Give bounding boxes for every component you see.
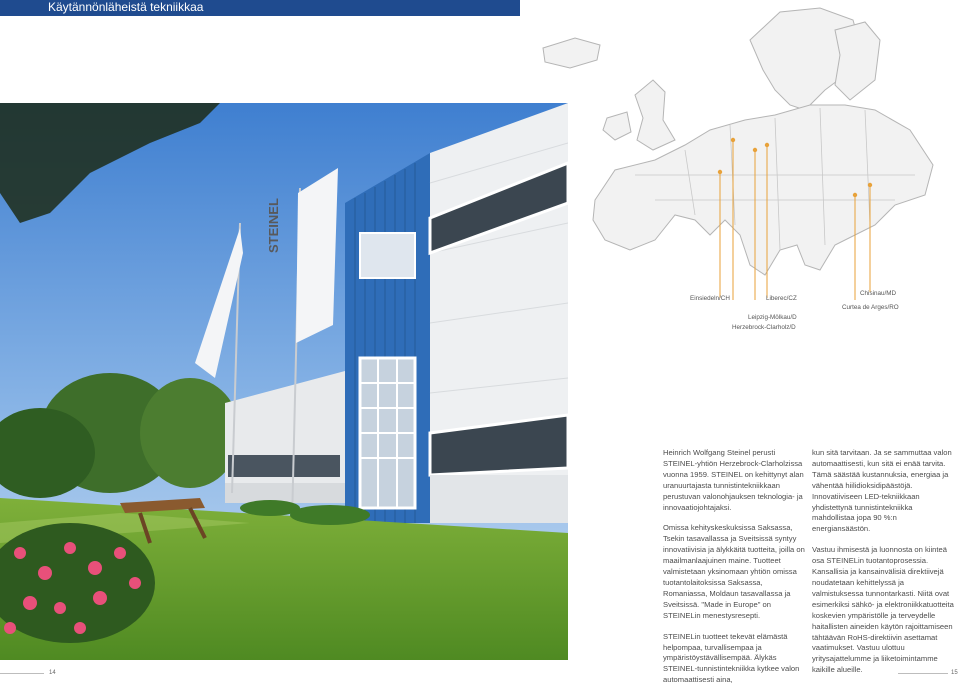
folio-rule-left <box>0 673 44 674</box>
map-label-liberec: Liberec/CZ <box>766 295 797 302</box>
text-column-2 <box>812 448 954 686</box>
flag-logo: STEINEL <box>266 198 281 253</box>
text-column-1 <box>663 448 805 696</box>
page-number-left: 14 <box>49 670 56 676</box>
paragraph: Omissa kehityskeskuksissa Saksassa, Tsekin tasavallassa ja Sveitsissä syntyy innovatiivisia ja älykkäitä tuotteita, joilla on maailmanlaajuinen maine. Tuotteet valmistetaan yksinomaan yhtiön omissa tuotantolaitoksissa Saksassa, Romaniassa, Moldaun tasavallassa ja Sveitsissä. "Made in Europe" on STEINELin menestysresepti. <box>663 523 805 620</box>
europe-map-graphic <box>535 0 960 300</box>
paragraph: Vastuu ihmisestä ja luonnosta on kiinteä osa STEINELin tuotantoprosessia. Kansallisia ja kansainvälisiä direktiivejä noudatetaan kehittelyssä ja valmistuksessa tunnontarkasti. Niitä ovat esimerkiksi sähkö- ja elektroniikkatuotteita koskevien ympäristölle ja terveydelle haitallisten aineiden käytön rajoittamiseen tähtäävän RoHS-direktiivin asettamat vaatimukset. Vastuu ulottuu yritysajattelumme ja liiketoimintamme kaikille alueille. <box>812 545 954 675</box>
building-illustration <box>0 103 568 660</box>
page-number-right: 15 <box>951 670 958 676</box>
building-photo <box>0 103 568 660</box>
europe-map <box>535 0 960 300</box>
map-label-chisinau: Chisinau/MD <box>860 290 897 297</box>
paragraph: kun sitä tarvitaan. Ja se sammuttaa valon automaattisesti, kun sitä ei enää tarvita. Tämä säästää kustannuksia, energiaa ja vähentää hiilidioksidipäästöjä. Innovatiiviseen LED-tekniikkaan yhdistettynä tunnistintekniikka mahdollistaa jopa 90 %:n energiansäästön. <box>812 448 952 534</box>
map-label-einsiedeln: Einsiedeln/CH <box>690 295 730 302</box>
map-label-curtea: Curtea de Arges/RO <box>842 304 899 311</box>
map-label-herzebrock: Herzebrock-Clarholz/D <box>732 324 796 331</box>
paragraph: Heinrich Wolfgang Steinel perusti STEINEL-yhtiön Herzebrock-Clarholzissa vuonna 1959. STEINEL on kehittynyt alan uranuurtajasta tunnistintekniikkaan perustuvan valonohjauksen teknologia- ja innovaatiojohtajaksi. <box>663 448 804 512</box>
map-label-leipzig: Leipzig-Mölkau/D <box>748 314 797 321</box>
page-title: Käytännönläheistä tekniikkaa <box>0 0 520 16</box>
folio-rule-right <box>898 673 948 674</box>
paragraph: STEINELin tuotteet tekevät elämästä helpompaa, turvallisempaa ja ympäristöystävällisempää. Älykäs STEINEL-tunnistintekniikka kytkee valon automaattisesti aina, <box>663 631 800 685</box>
